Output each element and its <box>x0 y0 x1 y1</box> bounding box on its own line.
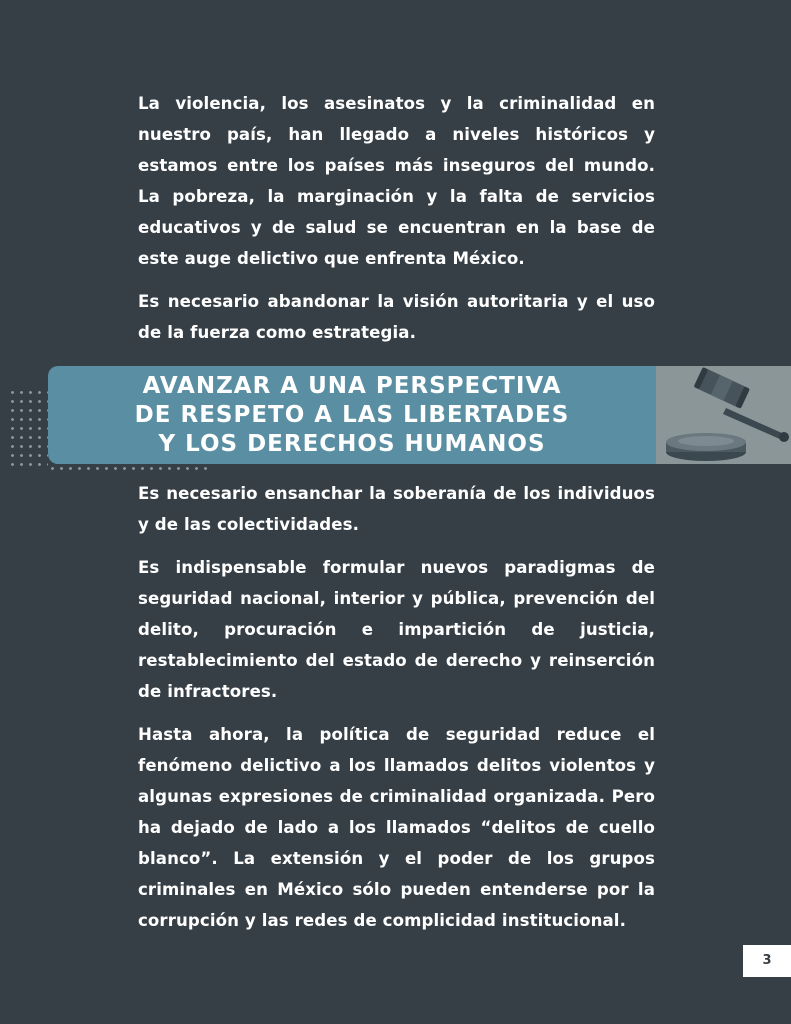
dot-pattern-left <box>8 388 48 472</box>
dot-pattern-bottom <box>48 464 208 474</box>
gavel-panel <box>656 366 791 464</box>
section-title <box>48 372 656 459</box>
section-title-line-2: DE RESPETO A LAS LIBERTADES <box>134 402 570 428</box>
paragraph-authoritarian: Es necesario abandonar la visión autoritaria y el uso de la fuerza como estrategia. <box>138 292 655 342</box>
paragraph-paradigms: Es indispensable formular nuevos paradigmas de seguridad nacional, interior y pública, prevención del delito, procuración e impartición de justicia, restablecimiento del estado de derecho y reinserción de infractores. <box>138 558 655 701</box>
paragraph-sovereignty: Es necesario ensanchar la soberanía de los individuos y de las colectividades. <box>138 484 655 534</box>
paragraph-security-policy: Hasta ahora, la política de seguridad reduce el fenómeno delictivo a los llamados delitos violentos y algunas expresiones de criminalidad organizada. Pero ha dejado de lado a los llamados “delitos de cuello blanco”. La extensión y el poder de los grupos criminales en México sólo pueden entenderse por la corrupción y las redes de complicidad institucional. <box>138 725 655 930</box>
gavel-icon <box>656 366 791 464</box>
page-number: 3 <box>743 945 791 977</box>
section-title-line-1: AVANZAR A UNA PERSPECTIVA <box>142 373 562 399</box>
body-text-block <box>138 478 655 948</box>
section-banner <box>48 366 656 464</box>
intro-text-block <box>138 88 655 360</box>
paragraph-violence: La violencia, los asesinatos y la criminalidad en nuestro país, han llegado a niveles históricos y estamos entre los países más inseguros del mundo. La pobreza, la marginación y la falta de servicios educativos y de salud se encuentran en la base de este auge delictivo que enfrenta México. <box>138 94 655 268</box>
section-title-line-3: Y LOS DERECHOS HUMANOS <box>158 431 546 457</box>
